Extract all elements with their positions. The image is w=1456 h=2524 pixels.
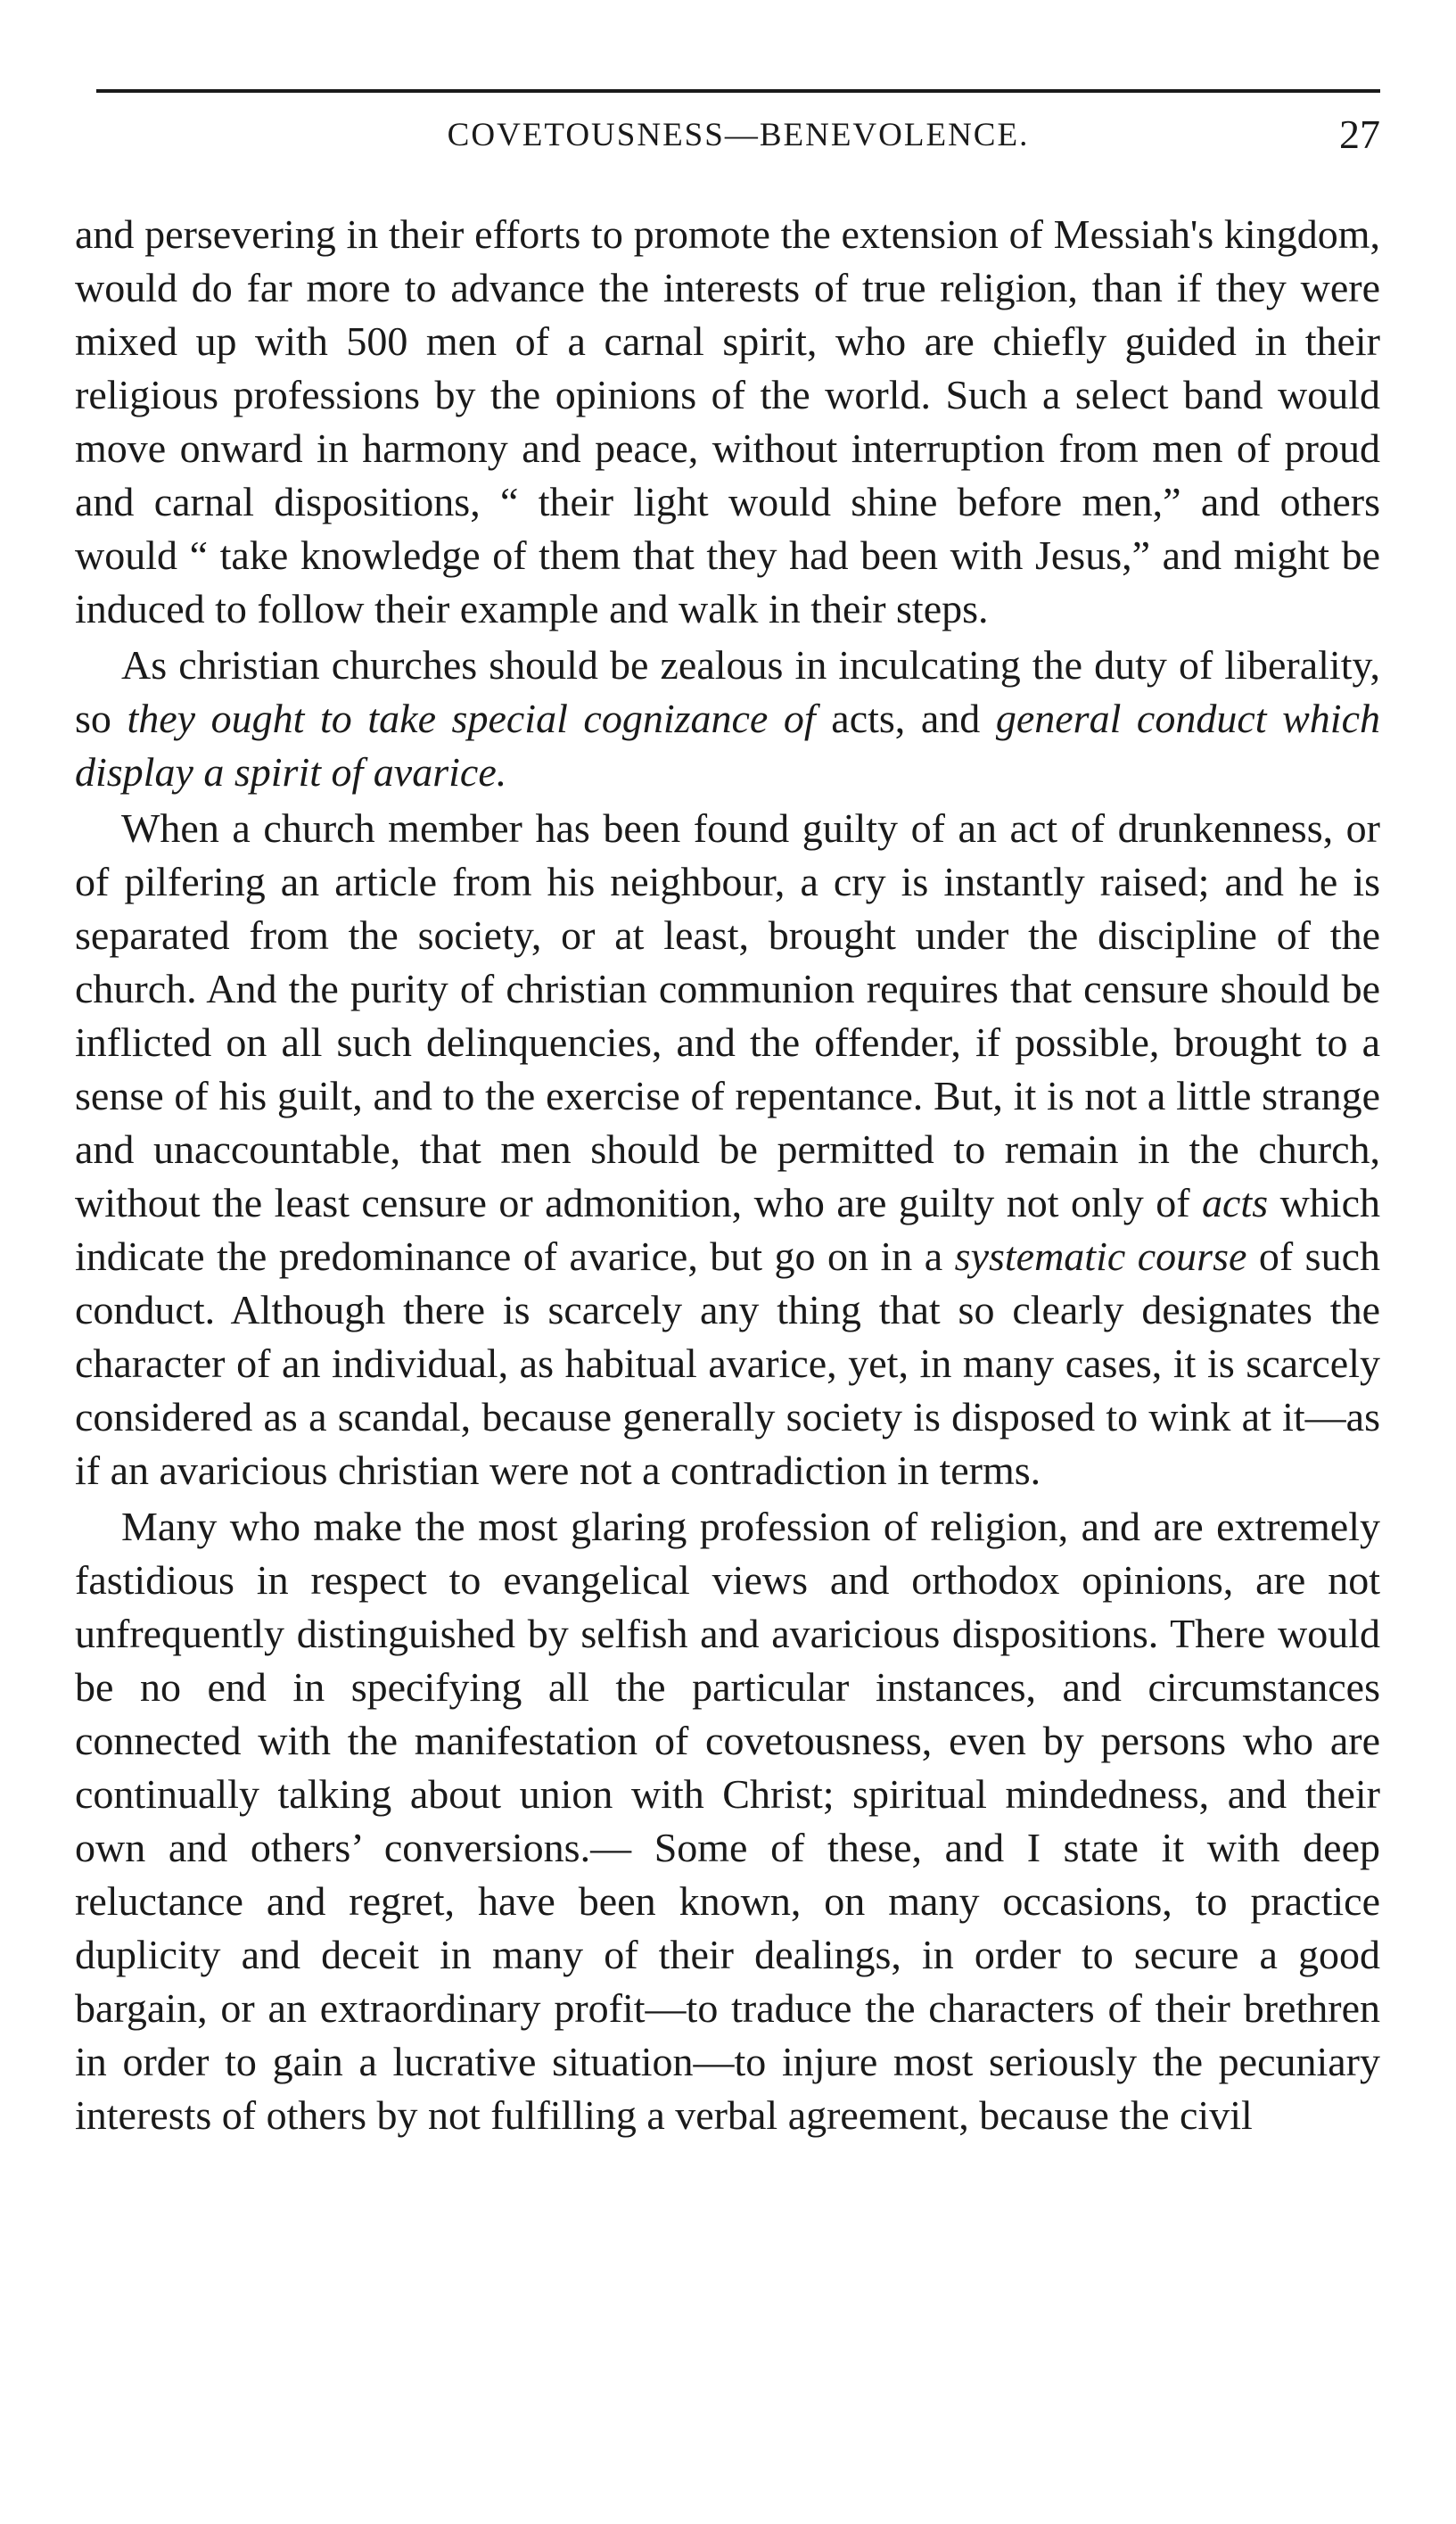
paragraph-1 [75,208,1380,636]
italic-text: they ought to take special cognizance of [127,696,816,741]
text-segment: Many who make the most glaring profession of religion, and are extremely fastidious in respect to evangelical views and orthodox opinions, are not unfrequently distinguished by selfish and avaricious dispositions. There would be no end in specifying all the particular instances, and circumstances connected with the manifestation of covetousness, even by persons who are continually talking about union with Christ; spiritual mindedness, and their own and others’ conversions.— Some of these, and I state it with deep reluctance and regret, have been known, on many occasions, to practice duplicity and deceit in many of their dealings, in order to secure a good bargain, or an extraordinary profit—to traduce the characters of their brethren in order to gain a lucrative situation—to injure most seriously the pecuniary interests of others by not fulfilling a verbal agreement, because the civil [75,1504,1380,2138]
running-head [96,111,1380,164]
body-text [75,208,1380,2142]
italic-text: acts [1202,1180,1269,1225]
text-segment: which indicate the predominance of avarice, but go on in a [75,1180,1380,1279]
paragraph-3 [75,802,1380,1497]
text-segment: When a church member has been found guilty of an act of drunkenness, or of pilfering an article from his neighbour, a cry is instantly raised; and he is separated from the society, or at least, brought under the discipline of the church. And the purity of christian communion requires that censure should be inflicted on all such delinquencies, and the offender, if possible, brought to a sense of his guilt, and to the exercise of repentance. But, it is not a little strange and unaccountable, that men should be permitted to remain in the church, without the least censure or admonition, who are guilty not only of [75,805,1380,1225]
page-number: 27 [1339,111,1380,157]
text-segment: of such conduct. Although there is scarcely any thing that so clearly designates the character of an individual, as habitual avarice, yet, in many cases, it is scarcely considered as a scandal, because generally society is disposed to wink at it—as if an avaricious christian were not a contradiction in terms. [75,1233,1380,1493]
italic-text: general conduct which display a spirit of avarice. [75,696,1380,795]
running-title: COVETOUSNESS—BENEVOLENCE. [447,117,1030,153]
text-segment: As christian churches should be zealous in inculcating the duty of liberality, so [75,642,1380,741]
text-segment: acts, and [815,696,996,741]
header-rule [96,89,1380,93]
italic-text: systematic course [954,1233,1247,1279]
paragraph-2 [75,639,1380,799]
paragraph-4 [75,1500,1380,2142]
text-segment: and persevering in their efforts to promote the extension of Messiah's kingdom, would do far more to advance the interests of true religion, than if they were mixed up with 500 men of a carnal spirit, who are chiefly guided in their religious professions by the opinions of the world. Such a select band would move onward in harmony and peace, without interruption from men of proud and carnal dispositions, “ their light would shine before men,” and others would “ take knowledge of them that they had been with Jesus,” and might be induced to follow their example and walk in their steps. [75,211,1380,631]
